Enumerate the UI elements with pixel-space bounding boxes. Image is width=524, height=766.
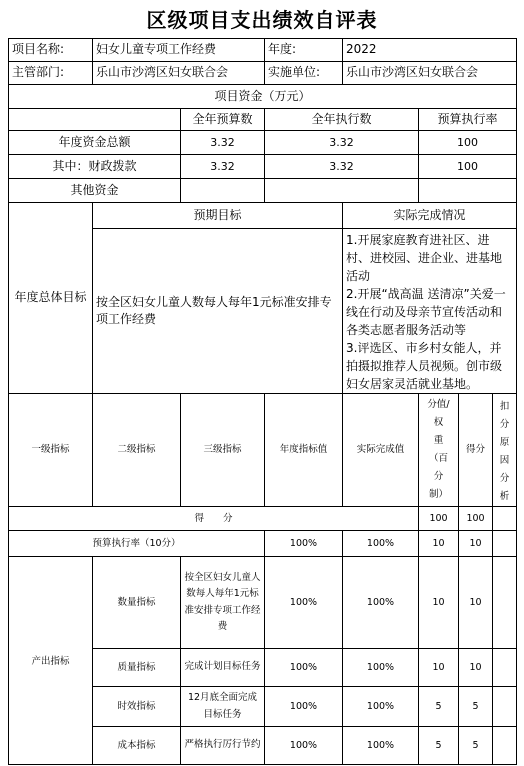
funds-row-budget: 3.32: [181, 155, 265, 179]
indicator-weight: 5: [419, 687, 459, 727]
total-label: 得 分: [9, 507, 419, 531]
dept-value: 乐山市沙湾区妇女联合会: [93, 62, 265, 85]
goals-actual-header: 实际完成情况: [343, 203, 517, 229]
indicator-level2: 成本指标: [93, 727, 181, 765]
header-level1: 一级指标: [9, 394, 93, 507]
indicator-score: 5: [459, 687, 493, 727]
indicator-target: 100%: [265, 557, 343, 649]
indicator-weight: 5: [419, 727, 459, 765]
funds-empty-header: [9, 109, 181, 131]
budget-label: 预算执行率（10分）: [9, 531, 265, 557]
funds-row-budget: [181, 179, 265, 203]
goals-label: 年度总体目标: [9, 203, 93, 394]
indicator-header-row: [9, 394, 517, 507]
funds-row-rate: [419, 179, 517, 203]
funds-col-rate: 预算执行率: [419, 109, 517, 131]
header-weight: 分值/ 权 重 （百 分 制）: [419, 394, 459, 507]
actual-item: 2.开展“战高温 送清凉”关爱一线在行动及母亲节宣传活动和各类志愿者服务活动等: [346, 287, 506, 337]
budget-reason: [493, 531, 517, 557]
goals-expected-header: 预期目标: [93, 203, 343, 229]
indicator-weight: 10: [419, 649, 459, 687]
header-actual: 实际完成值: [343, 394, 419, 507]
impl-value: 乐山市沙湾区妇女联合会: [343, 62, 517, 85]
funds-row-label: 年度资金总额: [9, 131, 181, 155]
indicator-weight: 10: [419, 557, 459, 649]
indicator-actual: 100%: [343, 687, 419, 727]
project-name-label: 项目名称:: [9, 39, 93, 62]
indicator-target: 100%: [265, 649, 343, 687]
funds-row-label: 其他资金: [9, 179, 181, 203]
info-row: [9, 62, 517, 85]
indicator-actual: 100%: [343, 727, 419, 765]
self-evaluation-table: [8, 38, 517, 765]
funds-row-rate: 100: [419, 131, 517, 155]
indicator-target: 100%: [265, 727, 343, 765]
header-reason: 扣 分 原 因 分 析: [493, 394, 517, 507]
indicator-actual: 100%: [343, 649, 419, 687]
budget-weight: 10: [419, 531, 459, 557]
funds-row: [9, 131, 517, 155]
indicator-level3: 严格执行厉行节约: [181, 727, 265, 765]
output-label: 产出指标: [9, 557, 93, 765]
indicator-level3: 完成计划目标任务: [181, 649, 265, 687]
header-target: 年度指标值: [265, 394, 343, 507]
total-score: 100: [459, 507, 493, 531]
funds-row-rate: 100: [419, 155, 517, 179]
header-level3: 三级指标: [181, 394, 265, 507]
budget-target: 100%: [265, 531, 343, 557]
indicator-level2: 质量指标: [93, 649, 181, 687]
funds-row: [9, 155, 517, 179]
indicator-level3: 12月底全面完成目标任务: [181, 687, 265, 727]
actual-item: 3.评选区、市乡村女能人，并拍摄拟推荐人员视频。创市级妇女居家灵活就业基地。: [346, 341, 503, 391]
total-row: [9, 507, 517, 531]
funds-row-exec: [265, 179, 419, 203]
funds-header: 项目资金（万元）: [9, 85, 517, 109]
indicator-level2: 数量指标: [93, 557, 181, 649]
budget-row: [9, 531, 517, 557]
project-name-value: 妇女儿童专项工作经费: [93, 39, 265, 62]
indicator-level2: 时效指标: [93, 687, 181, 727]
total-weight: 100: [419, 507, 459, 531]
indicator-score: 10: [459, 649, 493, 687]
funds-row-exec: 3.32: [265, 131, 419, 155]
funds-row-label: 其中：财政拨款: [9, 155, 181, 179]
actual-item: 1.开展家庭教育进社区、进村、进校园、进企业、进基地活动: [346, 233, 503, 283]
funds-col-exec: 全年执行数: [265, 109, 419, 131]
budget-score: 10: [459, 531, 493, 557]
funds-row: [9, 179, 517, 203]
dept-label: 主管部门:: [9, 62, 93, 85]
year-value: 2022: [343, 39, 517, 62]
indicator-actual: 100%: [343, 557, 419, 649]
page-title: 区级项目支出绩效自评表: [146, 8, 378, 32]
goals-expected-text: 按全区妇女儿童人数每人每年1元标准安排专项工作经费: [93, 229, 343, 394]
header-score: 得分: [459, 394, 493, 507]
indicator-target: 100%: [265, 687, 343, 727]
funds-col-budget: 全年预算数: [181, 109, 265, 131]
funds-row-exec: 3.32: [265, 155, 419, 179]
indicator-row: [9, 557, 517, 649]
year-label: 年度:: [265, 39, 343, 62]
header-level2: 二级指标: [93, 394, 181, 507]
total-reason: [493, 507, 517, 531]
indicator-score: 5: [459, 727, 493, 765]
indicator-score: 10: [459, 557, 493, 649]
indicator-level3: 按全区妇女儿童人数每人每年1元标准安排专项工作经费: [181, 557, 265, 649]
goals-actual-text: [343, 229, 517, 394]
impl-label: 实施单位:: [265, 62, 343, 85]
indicator-reason: [493, 649, 517, 687]
indicator-reason: [493, 687, 517, 727]
funds-row-budget: 3.32: [181, 131, 265, 155]
indicator-reason: [493, 557, 517, 649]
budget-actual: 100%: [343, 531, 419, 557]
info-row: [9, 39, 517, 62]
indicator-reason: [493, 727, 517, 765]
